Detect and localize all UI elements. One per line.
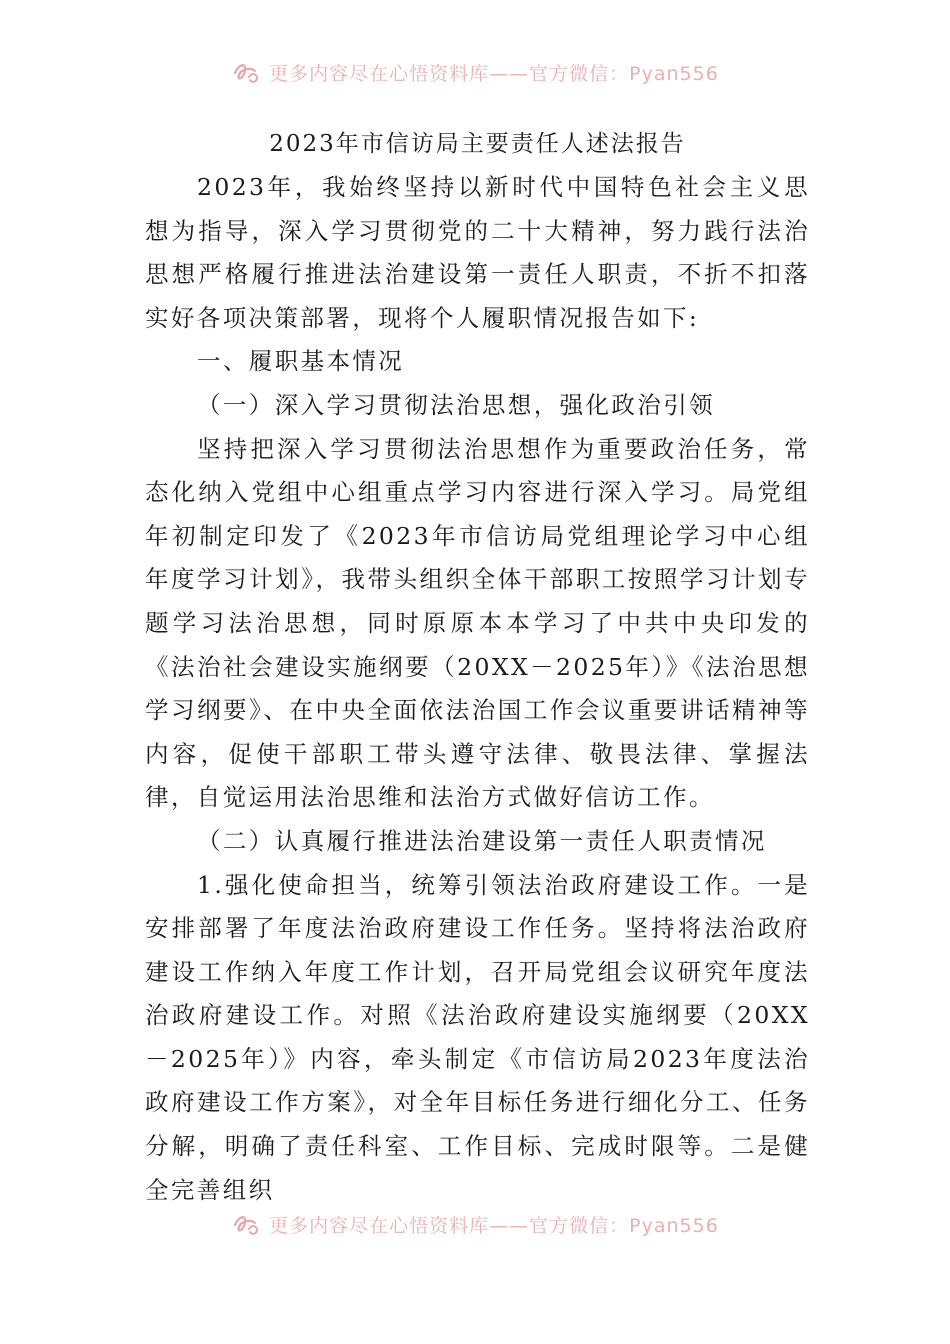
- watermark-text: 更多内容尽在心悟资料库——官方微信：Pyan556: [269, 62, 719, 85]
- subsection-heading-1: （一）深入学习贯彻法治思想，强化政治引领: [197, 390, 715, 419]
- subsection-1-paragraph: 坚持把深入学习贯彻法治思想作为重要政治任务，常态化纳入党组中心组重点学习内容进行深入学习。局党组年初制定印发了《2023年市信访局党组理论学习中心组年度学习计划》，我带头组织全体干部职工按照学习计划专题学习法治思想，同时原原本本学习了中共中央印发的《法治社会建设实施纲要（20XX－2025年）》《法治思想学习纲要》、在中央全面依法治国工作会议重要讲话精神等内容，促使干部职工带头遵守法律、敬畏法律、掌握法律，自觉运用法治思维和法治方式做好信访工作。: [145, 434, 810, 812]
- subsection-2-paragraph: 1.强化使命担当，统筹引领法治政府建设工作。一是安排部署了年度法治政府建设工作任务。坚持将法治政府建设工作纳入年度工作计划，召开局党组会议研究年度法治政府建设工作。对照《法治政府建设实施纲要（20XX－2025年）》内容，牵头制定《市信访局2023年度法治政府建设工作方案》，对全年目标任务进行细化分工、任务分解，明确了责任科室、工作目标、完成时限等。二是健全完善组织: [145, 870, 810, 1204]
- watermark-footer: [0, 1204, 950, 1244]
- intro-paragraph: 2023年，我始终坚持以新时代中国特色社会主义思想为指导，深入学习贯彻党的二十大精神，努力践行法治思想严格履行推进法治建设第一责任人职责，不折不扣落实好各项决策部署，现将个人履职情况报告如下:: [145, 173, 810, 332]
- subsection-heading-2: （二）认真履行推进法治建设第一责任人职责情况: [197, 826, 767, 855]
- signature-logo-icon: [231, 59, 261, 85]
- watermark-header: [0, 52, 950, 92]
- document-body: [145, 122, 810, 1212]
- section-heading-1: 一、履职基本情况: [197, 347, 405, 376]
- watermark-text: 更多内容尽在心悟资料库——官方微信：Pyan556: [269, 1214, 719, 1237]
- signature-logo-icon: [231, 1211, 261, 1237]
- document-title: 2023年市信访局主要责任人述法报告: [269, 131, 686, 157]
